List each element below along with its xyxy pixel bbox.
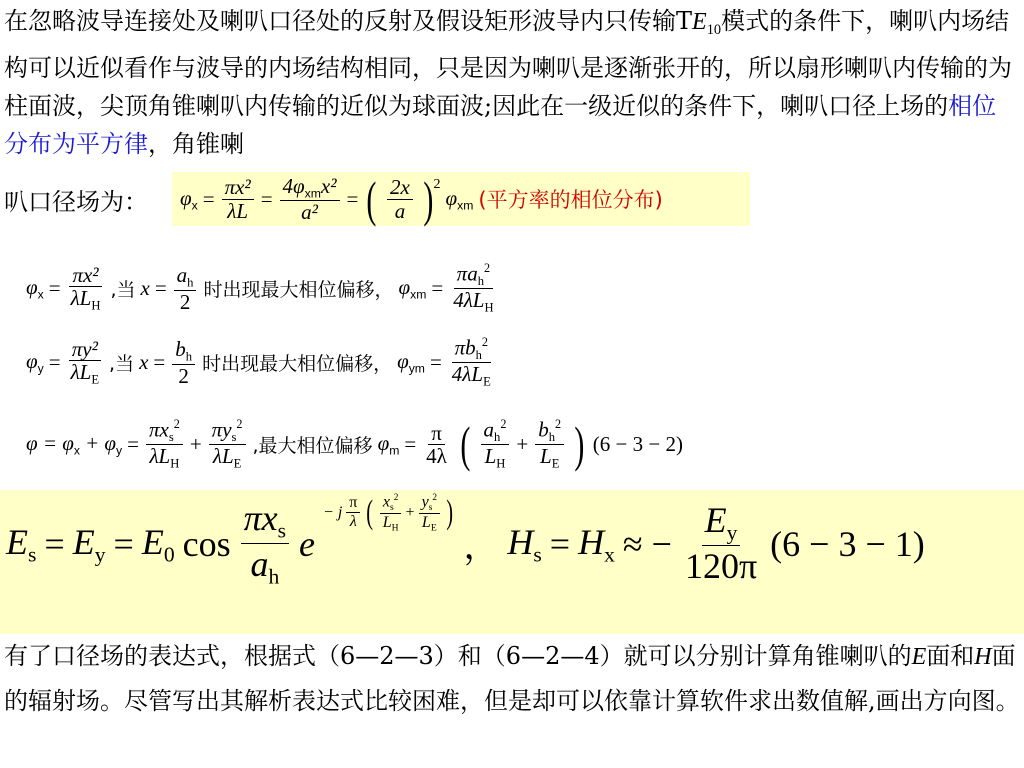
mode-subscript: 10 (706, 22, 722, 39)
aperture-label: 叭口径场为： (4, 188, 148, 216)
intro-paragraph (4, 2, 1018, 163)
paren-left: ( (366, 171, 377, 227)
equals: = (260, 186, 273, 211)
equation-number-632: (6 − 3 − 2) (592, 431, 683, 456)
phase-formula (180, 171, 663, 227)
intro-part1: 在忽略波导连接处及喇叭口径处的反射及假设矩形波导内只传输T (4, 7, 693, 35)
equals: = (346, 186, 359, 211)
highlight-text: 相位分布为平方律 (4, 92, 997, 159)
fraction-3: $\frac{2x}{a}$ (387, 176, 413, 221)
fraction-2: $\frac{4\varphi_{xm}x^2}{\text{a²}}$ (280, 175, 340, 223)
h-plane-letter: H (974, 644, 992, 670)
formula-row-x: $\varphi_x$ = $\frac{\text{πx²}}{\lambda L_H}$ ,当 x = $\frac{a_h}{2}$ 时出现最大相位偏移， $\varphi_{xm}$ = $\frac{\pi a_h^2}{4\lambda L_H}$ (26, 261, 494, 315)
equals: = (202, 186, 215, 211)
tail-paragraph: 有了口径场的表达式，根据式（6—2—3）和（6—2—4）就可以分别计算角锥喇叭的E面和H面的辐射场。尽管写出其解析表达式比较困难，但是却可以依靠计算软件求出数值解,画出方向图。 (4, 642, 1020, 715)
square-law-tag: (平方率的相位分布) (478, 188, 663, 212)
fraction-1: $\frac{\text{πx²}}{\lambda L}$ (222, 176, 254, 221)
phi-x: $\varphi_x$ (180, 185, 198, 213)
e-plane-letter: E (911, 644, 927, 670)
formula-row-total: $\varphi = \varphi_x$ + $\varphi_y$ = $\frac{\pi x_s^2}{\lambda L_H}$ + $\frac{\pi y_s^2}{\lambda L_E}$ ,最大相位偏移 $\varphi_m$ = $\frac{\pi}{4\lambda}$ ( $\frac{a_h^2}{L_H}$ + $\frac{b_h^2}{L_E}$ ) (6 − 3 − 2) (26, 416, 683, 473)
intro-part2: 模式的条件下，喇叭内场结构可以近似看作与波导的内场结构相同，只是因为喇叭是逐渐张开的，所以扇形喇叭内传输的为柱面波，尖顶角锥喇叭内传输的近似为球面波;因此在一级近似的条件下，喇叭口径上场的 (4, 7, 1012, 121)
phase-formula-box (172, 172, 750, 226)
square-exponent: 2 (433, 177, 441, 192)
equation-number-631: (6 − 3 − 1) (770, 523, 925, 564)
mode-e: E (692, 9, 707, 35)
exponent: − j $\frac{\pi}{\lambda}$ ( $\frac{x_s^2}{L_H}$ + $\frac{y_s^2}{L_E}$ ) (323, 492, 454, 533)
phi-xm: $\varphi_{xm}$ (445, 185, 474, 213)
paren-right: ) (423, 171, 434, 227)
formula-row-y: $\varphi_y$ = $\frac{\text{πy²}}{\lambda L_E}$ ,当 x = $\frac{b_h}{2}$ 时出现最大相位偏移， $\varphi_{ym}$ = $\frac{\pi b_h^2}{4\lambda L_E}$ (26, 335, 491, 389)
field-formula: $E_s$ = $E_y$ = $E_0$ cos $\frac{\pi x_s}{a_h}$ e − j $\frac{\pi}{\lambda}$ ( $\frac{x_s^2}{L_H}$ + $\frac{y_s^2}{L_E}$ ) ， $H_s$ = $H_x$ ≈ − $\frac{E_y}{120\pi}$ (6 − 3 − 1) (6, 492, 925, 589)
intro-part3: ，角锥喇 (148, 130, 244, 159)
